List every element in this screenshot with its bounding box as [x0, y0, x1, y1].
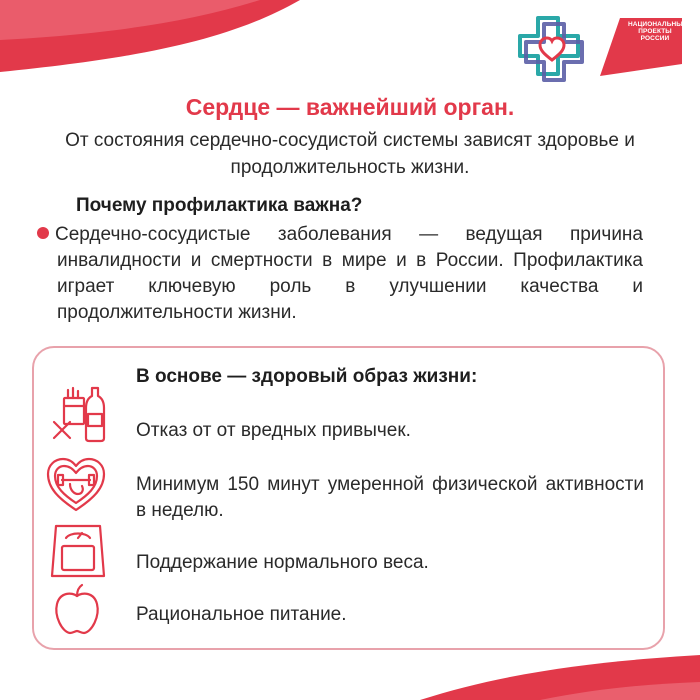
prevention-heading: Почему профилактика важна? — [76, 195, 363, 216]
apple-icon — [52, 582, 102, 636]
no-bad-habits-icon — [48, 384, 110, 446]
prevention-text: Сердечно-сосудистые заболевания — ведущая причина инвалидности и смертности в мире и в России. Профилактика играет ключевую роль в улучшении качества и продолжительности жизни. — [55, 224, 643, 323]
health-cross-logo — [510, 14, 590, 86]
lifestyle-heading: В основе — здоровый образ жизни: — [136, 366, 478, 387]
fitness-heart-icon — [44, 456, 108, 514]
bullet-dot-icon — [37, 227, 49, 239]
lifestyle-item: Отказ от от вредных привычек. — [136, 420, 411, 441]
scale-icon — [48, 520, 108, 580]
lifestyle-item: Поддержание нормального веса. — [136, 552, 429, 573]
national-projects-logo-text: НАЦИОНАЛЬНЫЕ ПРОЕКТЫ РОССИИ — [628, 21, 688, 42]
page-subtitle: От состояния сердечно-сосудистой системы зависят здоровье и продолжительность жизни. — [65, 130, 635, 178]
lifestyle-item: Минимум 150 минут умеренной физической активности в неделю. — [136, 474, 644, 521]
lifestyle-item: Рациональное питание. — [136, 604, 347, 625]
page-title: Сердце — важнейший орган. — [185, 94, 515, 120]
prevention-paragraph — [57, 222, 643, 326]
